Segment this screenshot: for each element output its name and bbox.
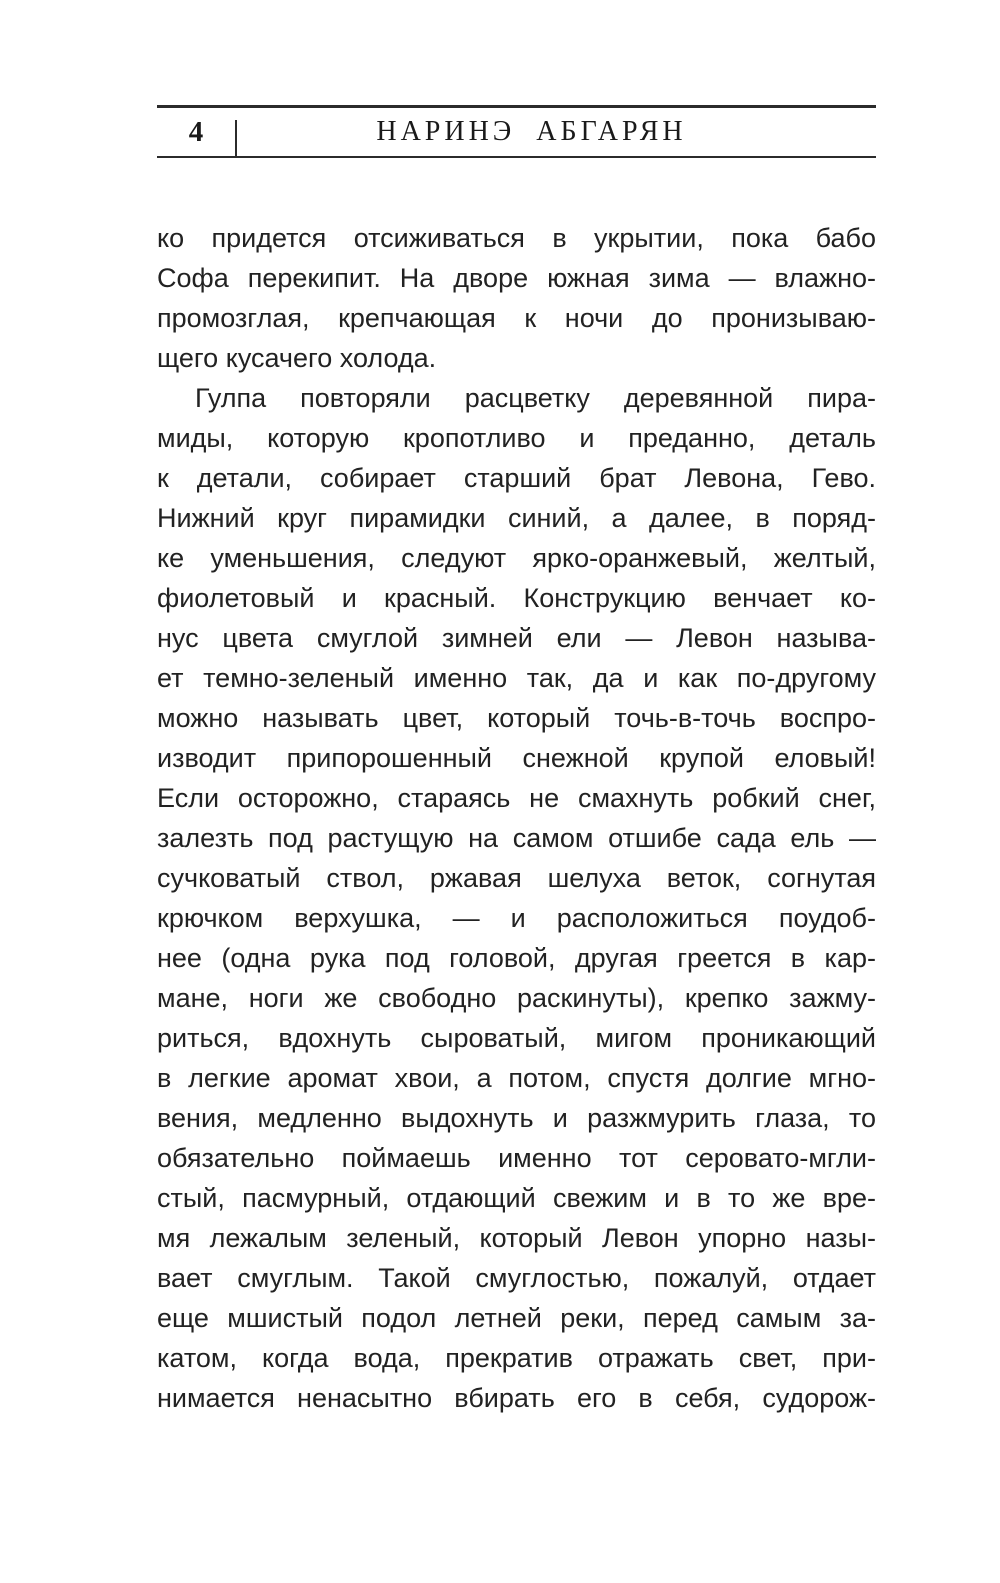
header-row: [157, 108, 876, 156]
text-line: мане, ноги же свободно раскинуты), крепко зажму-: [157, 983, 876, 1013]
text-line: фиолетовый и красный. Конструкцию венчает ко-: [157, 583, 876, 613]
text-line: сучковатый ствол, ржавая шелуха веток, согнутая: [157, 863, 876, 893]
text-line: Нижний круг пирамидки синий, а далее, в поряд-: [157, 503, 876, 533]
text-line: катом, когда вода, прекратив отражать свет, при-: [157, 1343, 876, 1373]
text-line: промозглая, крепчающая к ночи до пронизываю-: [157, 303, 876, 333]
text-line: ке уменьшения, следуют ярко-оранжевый, желтый,: [157, 543, 876, 573]
text-line: еще мшистый подол летней реки, перед самым за-: [157, 1303, 876, 1333]
text-line: к детали, собирает старший брат Левона, Гево.: [157, 463, 876, 493]
text-line: риться, вдохнуть сыроватый, мигом проникающий: [157, 1023, 876, 1053]
author-name: НАРИНЭ АБГАРЯН: [376, 116, 687, 147]
text-line: нус цвета смуглой зимней ели — Левон называ-: [157, 623, 876, 653]
body-text: [157, 218, 876, 1418]
running-header: [157, 105, 876, 158]
text-line: ет темно-зеленый именно так, да и как по-другому: [157, 663, 876, 693]
text-line: крючком верхушка, — и расположиться поудоб-: [157, 903, 876, 933]
page-number: 4: [188, 115, 204, 148]
text-line: мя лежалым зеленый, который Левон упорно назы-: [157, 1223, 876, 1253]
text-line: вает смуглым. Такой смуглостью, пожалуй, отдает: [157, 1263, 876, 1293]
text-line: Если осторожно, стараясь не смахнуть робкий снег,: [157, 783, 876, 813]
text-line: Софа перекипит. На дворе южная зима — влажно-: [157, 263, 876, 293]
header-bottom-rule: [157, 156, 876, 158]
text-line: нимается ненасытно вбирать его в себя, судорож-: [157, 1383, 876, 1413]
text-line: вения, медленно выдохнуть и разжмурить глаза, то: [157, 1103, 876, 1133]
text-line: в легкие аромат хвои, а потом, спустя долгие мгно-: [157, 1063, 876, 1093]
text-line: Гулпа повторяли расцветку деревянной пира-: [195, 383, 876, 413]
text-line: стый, пасмурный, отдающий свежим и в то же вре-: [157, 1183, 876, 1213]
text-line: обязательно поймаешь именно тот серовато-мгли-: [157, 1143, 876, 1173]
text-line: залезть под растущую на самом отшибе сада ель —: [157, 823, 876, 853]
text-line: миды, которую кропотливо и преданно, деталь: [157, 423, 876, 453]
text-line: изводит припорошенный снежной крупой еловый!: [157, 743, 876, 773]
text-line: щего кусачего холода.: [157, 343, 437, 373]
text-line: ко придется отсиживаться в укрытии, пока бабо: [157, 223, 876, 253]
text-line: нее (одна рука под головой, другая греется в кар-: [157, 943, 876, 973]
text-line: можно называть цвет, который точь-в-точь воспро-: [157, 703, 876, 733]
